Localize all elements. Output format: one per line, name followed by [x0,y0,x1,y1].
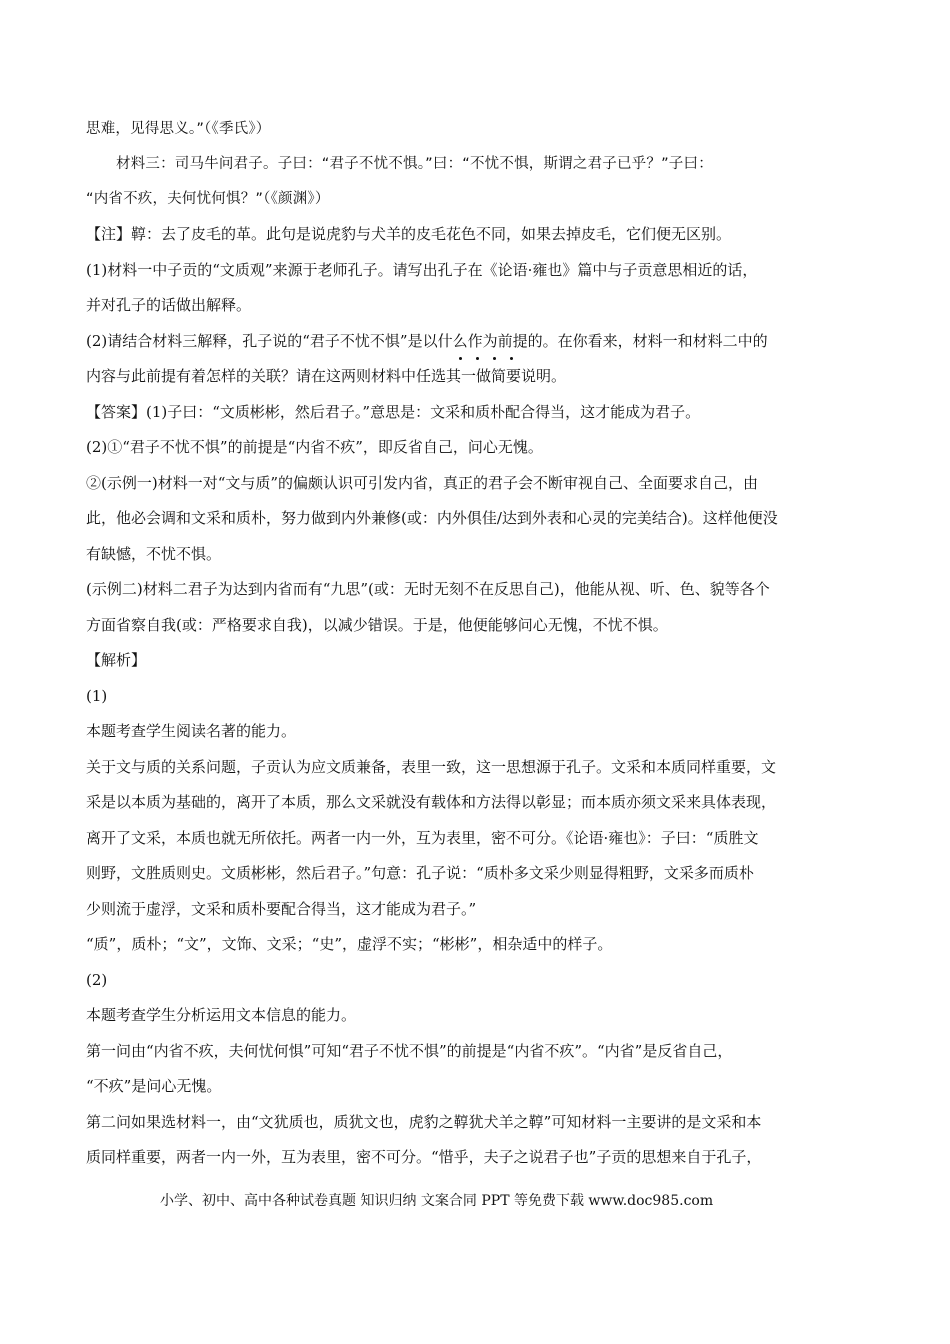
text-line: 第一问由“内省不疚，夫何忧何惧”可知“君子不忧不惧”的前提是“内省不疚”。“内省”是反省自己， [86,1042,733,1060]
text-line: 第二问如果选材料一，由“文犹质也，质犹文也，虎豹之鞟犹犬羊之鞟”可知材料一主要讲的是文采和本 [86,1113,762,1131]
answer-heading: 【答案】(1)子曰：“文质彬彬，然后君子。”意思是：文采和质朴配合得当，这才能成为君子。 [86,403,701,421]
text-line: 本题考查学生阅读名著的能力。 [86,722,297,740]
emphasis-dots [456,357,520,365]
page-footer: 小学、初中、高中各种试卷真题 知识归纳 文案合同 PPT 等免费下载 www.doc985.com [160,1193,714,1209]
text-line: 则野，文胜质则史。文质彬彬，然后君子。”句意：孔子说：“质朴多文采少则显得粗野，文采多而质朴 [86,864,754,882]
analysis-heading: 【解析】 [86,651,147,669]
text-line: “质”，质朴；“文”，文饰、文采；“史”，虚浮不实；“彬彬”，相杂适中的样子。 [86,935,613,953]
text-line: 采是以本质为基础的，离开了本质，那么文采就没有载体和方法得以彰显；而本质亦须文采来具体表现， [86,793,777,811]
text-line: “内省不疚，夫何忧何惧？”（《颜渊》） [86,191,330,207]
question-1: (1)材料一中子贡的“文质观”来源于老师孔子。请写出孔子在《论语·雍也》篇中与子贡意思相近的话， [86,261,758,279]
text-line: 思难，见得思义。”（《季氏》） [86,121,271,137]
question-2: (2)请结合材料三解释，孔子说的“君子不忧不惧”是以什么作为前提的。在你看来，材料一和材料二中的 [86,332,768,350]
annotation-note: 【注】鞟：去了皮毛的革。此句是说虎豹与犬羊的皮毛花色不同，如果去掉皮毛，它们便无区别。 [86,225,732,243]
text-line: (示例二)材料二君子为达到内省而有“九思”(或：无时无刻不在反思自己)，他能从视、听、色、貌等各个 [86,580,770,598]
text-line: 离开了文采，本质也就无所依托。两者一内一外，互为表里，密不可分。《论语·雍也》：子曰：“质胜文 [86,829,759,847]
section-number: (2) [86,971,108,989]
section-number: (1) [86,687,108,705]
text-line: 少则流于虚浮，文采和质朴要配合得当，这才能成为君子。” [86,900,477,918]
text-line: 材料三：司马牛问君子。子曰：“君子不忧不惧。”曰：“不忧不惧，斯谓之君子已乎？”子曰： [116,156,713,172]
text-line: 有缺憾，不忧不惧。 [86,545,222,563]
text-line: 此，他必会调和文采和质朴，努力做到内外兼修(或：内外俱佳/达到外表和心灵的完美结合)。这样他便没 [86,509,778,527]
text-line: ②(示例一)材料一对“文与质”的偏颇认识可引发内省，真正的君子会不断审视自己、全面要求自己，由 [86,474,759,492]
text-line: 并对孔子的话做出解释。 [86,296,252,314]
text-line: “不疚”是问心无愧。 [86,1077,222,1095]
text-line: 方面省察自我(或：严格要求自我)，以减少错误。于是，他便能够问心无愧，不忧不惧。 [86,616,668,634]
text-line: 本题考查学生分析运用文本信息的能力。 [86,1006,357,1024]
text-line: 内容与此前提有着怎样的关联？请在这两则材料中任选其一做简要说明。 [86,367,567,385]
text-line: 质同样重要，两者一内一外，互为表里，密不可分。“惜乎，夫子之说君子也”子贡的思想来自于孔子， [86,1148,762,1166]
text-line: (2)①“君子不忧不惧”的前提是“内省不疚”，即反省自己，问心无愧。 [86,438,543,456]
text-line: 关于文与质的关系问题，子贡认为应文质兼备，表里一致，这一思想源于孔子。文采和本质同样重要，文 [86,758,777,776]
